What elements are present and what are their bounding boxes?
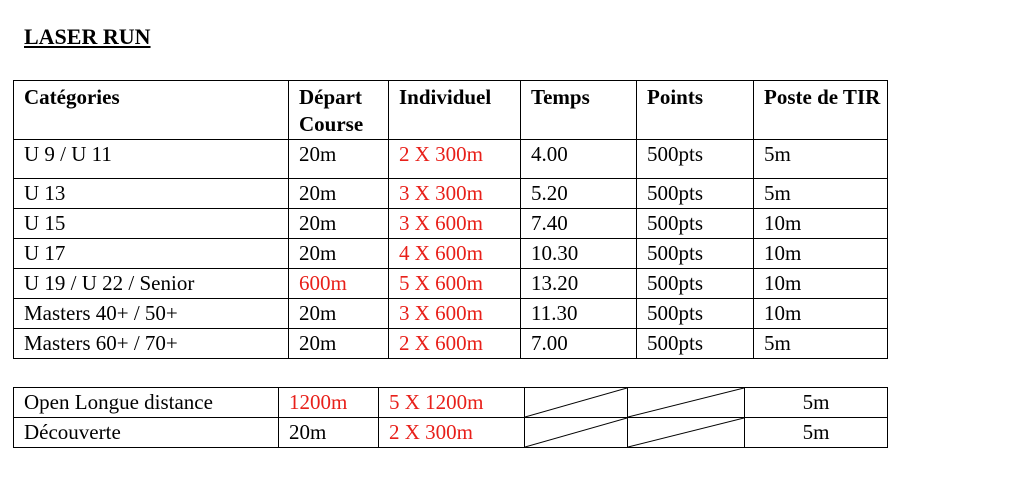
table-row [14, 418, 888, 448]
temps-cell: 7.00 [521, 329, 637, 359]
header-temps: Temps [521, 81, 637, 140]
table-row [14, 269, 888, 299]
points-cell: 500pts [637, 239, 754, 269]
individuel-cell: 5 X 1200m [379, 388, 525, 418]
points-cell: 500pts [637, 329, 754, 359]
poste-cell: 5m [745, 388, 888, 418]
depart-cell: 1200m [279, 388, 379, 418]
category-cell: Masters 40+ / 50+ [14, 299, 289, 329]
extra-table [13, 387, 888, 448]
header-poste-de-tir: Poste de TIR [754, 81, 888, 140]
poste-cell: 5m [754, 179, 888, 209]
poste-cell: 10m [754, 299, 888, 329]
header-points: Points [637, 81, 754, 140]
individuel-cell: 3 X 300m [389, 179, 521, 209]
poste-cell: 10m [754, 209, 888, 239]
diagonal-slash-icon [628, 418, 744, 447]
poste-cell: 10m [754, 239, 888, 269]
diagonal-slash-icon [525, 418, 627, 447]
temps-cell: 4.00 [521, 140, 637, 179]
points-cell: 500pts [637, 269, 754, 299]
poste-cell: 5m [745, 418, 888, 448]
table-row [14, 329, 888, 359]
individuel-cell: 4 X 600m [389, 239, 521, 269]
points-cell: 500pts [637, 179, 754, 209]
header-categories: Catégories [14, 81, 289, 140]
table-row [14, 140, 888, 179]
table-header-row [14, 81, 888, 140]
table-row [14, 239, 888, 269]
depart-cell: 600m [289, 269, 389, 299]
temps-cell: 11.30 [521, 299, 637, 329]
individuel-cell: 2 X 300m [389, 140, 521, 179]
poste-cell: 5m [754, 329, 888, 359]
category-cell: U 15 [14, 209, 289, 239]
table-row [14, 299, 888, 329]
category-cell: U 19 / U 22 / Senior [14, 269, 289, 299]
temps-cell: 10.30 [521, 239, 637, 269]
points-empty-cell [628, 418, 745, 448]
category-cell: U 13 [14, 179, 289, 209]
table-row [14, 388, 888, 418]
individuel-cell: 5 X 600m [389, 269, 521, 299]
category-cell: Masters 60+ / 70+ [14, 329, 289, 359]
poste-cell: 5m [754, 140, 888, 179]
categories-table [13, 80, 888, 359]
table-row [14, 179, 888, 209]
individuel-cell: 2 X 600m [389, 329, 521, 359]
depart-cell: 20m [289, 329, 389, 359]
category-cell: U 9 / U 11 [14, 140, 289, 179]
category-cell: Découverte [14, 418, 279, 448]
depart-cell: 20m [289, 179, 389, 209]
individuel-cell: 2 X 300m [379, 418, 525, 448]
points-empty-cell [628, 388, 745, 418]
depart-cell: 20m [279, 418, 379, 448]
depart-cell: 20m [289, 299, 389, 329]
points-cell: 500pts [637, 299, 754, 329]
category-cell: Open Longue distance [14, 388, 279, 418]
diagonal-slash-icon [525, 388, 627, 417]
depart-cell: 20m [289, 140, 389, 179]
diagonal-slash-icon [628, 388, 744, 417]
depart-cell: 20m [289, 209, 389, 239]
temps-cell: 7.40 [521, 209, 637, 239]
points-cell: 500pts [637, 140, 754, 179]
poste-cell: 10m [754, 269, 888, 299]
header-individuel: Individuel [389, 81, 521, 140]
table-row [14, 209, 888, 239]
temps-empty-cell [525, 388, 628, 418]
individuel-cell: 3 X 600m [389, 299, 521, 329]
temps-cell: 5.20 [521, 179, 637, 209]
individuel-cell: 3 X 600m [389, 209, 521, 239]
header-depart-course: Départ Course [289, 81, 389, 140]
category-cell: U 17 [14, 239, 289, 269]
points-cell: 500pts [637, 209, 754, 239]
depart-cell: 20m [289, 239, 389, 269]
page-title: LASER RUN [24, 24, 151, 49]
temps-cell: 13.20 [521, 269, 637, 299]
temps-empty-cell [525, 418, 628, 448]
